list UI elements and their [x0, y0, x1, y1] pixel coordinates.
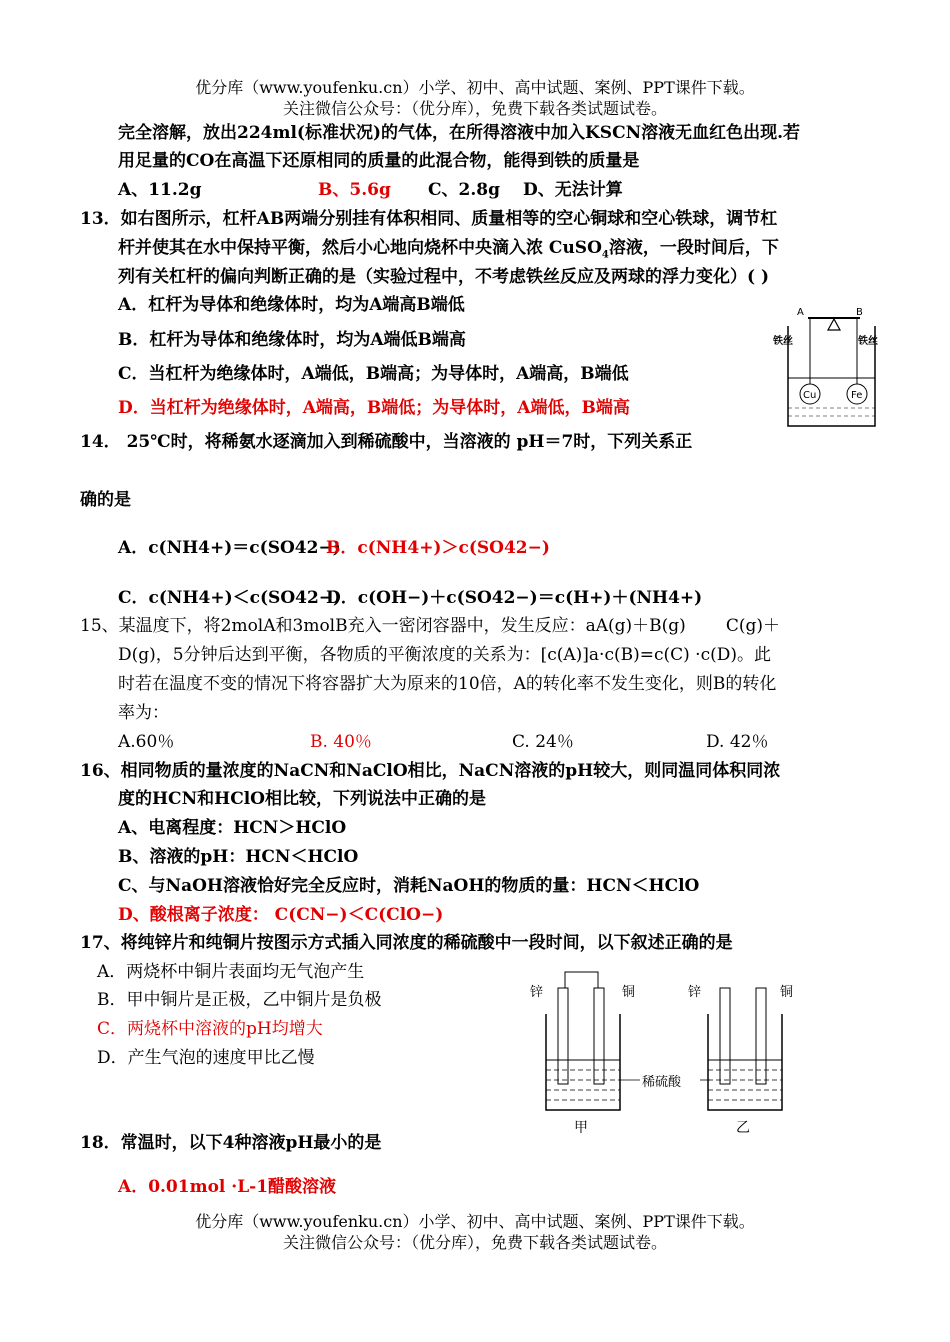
q13-line-2c: 溶液，一段时间后，下: [608, 238, 779, 258]
q12-option-d: D、无法计算: [523, 180, 623, 200]
q13-option-d: D．当杠杆为绝缘体时，A端高，B端低；为导体时，A端低，B端高: [118, 398, 630, 418]
q13-option-b: B．杠杆为导体和绝缘体时，均为A端低B端高: [118, 330, 466, 350]
wire-left-label: 铁丝: [773, 336, 793, 347]
q17-line-1: 17、将纯锌片和纯铜片按图示方式插入同浓度的稀硫酸中一段时间，以下叙述正确的是: [80, 933, 733, 953]
q13-line-2a: 杆并使其在水中保持平衡，然后小心地向烧杯中央滴入浓 CuSO: [118, 238, 602, 258]
footer-line-2: 关注微信公众号：（优分库），免费下载各类试题试卷。: [282, 1233, 667, 1252]
q17-option-c: C．两烧杯中溶液的pH均增大: [97, 1019, 323, 1039]
header-line-1: 优分库（www.youfenku.cn）小学、初中、高中试题、案例、PPT课件下载。: [195, 78, 755, 97]
q13-line-2: [118, 235, 779, 261]
q14-option-d: D．c(OH−)＋c(SO42−)＝c(H+)＋(NH4+): [326, 588, 703, 608]
q17-option-b: B．甲中铜片是正极，乙中铜片是负极: [97, 990, 382, 1010]
q15-line-1a: 15、某温度下，将2molA和3molB充入一密闭容器中，发生反应：aA(g)＋B(g): [80, 616, 686, 636]
beaker-2-label: 乙: [736, 1120, 750, 1136]
q16-option-c: C、与NaOH溶液恰好完全反应时，消耗NaOH的物质的量：HCN＜HClO: [118, 876, 700, 896]
copper-strip-1: [594, 988, 604, 1084]
q13-line-1: 13．如右图所示，杠杆AB两端分别挂有体积相同、质量相等的空心铜球和空心铁球，调节杠: [80, 209, 778, 229]
wire-right-label: 铁丝: [858, 336, 878, 347]
q14-options-ab: [118, 535, 550, 561]
q18-line-1: 18．常温时，以下4种溶液pH最小的是: [80, 1133, 382, 1153]
q15-option-a: A.60％: [118, 732, 175, 752]
q12-line-2: 用足量的CO在高温下还原相同的质量的此混合物，能得到铁的质量是: [118, 151, 640, 171]
q17-option-a: A．两烧杯中铜片表面均无气泡产生: [97, 962, 365, 982]
q12-options: [118, 177, 623, 203]
q16-option-d: D、酸根离子浓度： C(CN−)＜C(ClO−): [118, 905, 444, 925]
fulcrum: [828, 319, 840, 330]
copper-strip-2: [756, 988, 766, 1084]
q13-line-2b: 4: [601, 249, 609, 261]
copper-ball-label: Cu: [803, 390, 817, 401]
q12-option-a: A、11.2g: [118, 180, 202, 200]
zinc-strip-1: [558, 988, 568, 1084]
q13-line-3: 列有关杠杆的偏向判断正确的是（实验过程中，不考虑铁丝反应及两球的浮力变化）( ): [118, 267, 770, 287]
label-a: A: [797, 307, 804, 318]
iron-ball-label: Fe: [851, 390, 863, 401]
q18-option-a: A．0.01mol ·L-1醋酸溶液: [118, 1177, 337, 1197]
q14-options-cd: [118, 585, 702, 611]
q16-line-1: 16、相同物质的量浓度的NaCN和NaClO相比，NaCN溶液的pH较大，则同温同体积同浓: [80, 761, 781, 781]
q15-option-c: C. 24％: [512, 732, 574, 752]
q16-option-a: A、电离程度：HCN＞HClO: [118, 818, 347, 838]
label-b: B: [856, 307, 863, 318]
q16-line-2: 度的HCN和HClO相比较，下列说法中正确的是: [118, 789, 486, 809]
q15-options: [118, 729, 768, 755]
q15-line-1b: C(g)＋: [725, 616, 780, 636]
q14-option-c: C．c(NH4+)＜c(SO42−): [118, 588, 342, 608]
q12-option-b: B、5.6g: [318, 180, 391, 200]
q14-option-b: B．c(NH4+)＞c(SO42−): [326, 538, 550, 558]
zinc-label-1: 锌: [530, 985, 544, 1000]
zinc-label-2: 锌: [688, 985, 702, 1000]
lever-beaker-figure: [770, 298, 890, 436]
connecting-wire: [565, 972, 598, 988]
q15-line-4: 率为：: [118, 703, 169, 723]
beaker-1: [546, 1014, 620, 1110]
q15-line-3: 时若在温度不变的情况下将容器扩大为原来的10倍，A的转化率不发生变化，则B的转化: [118, 674, 777, 694]
beaker-2: [708, 1014, 782, 1110]
q15-option-d: D. 42％: [706, 732, 769, 752]
copper-label-1: 铜: [622, 985, 636, 1000]
acid-label: 稀硫酸: [642, 1075, 682, 1090]
header-line-2: 关注微信公众号：（优分库），免费下载各类试题试卷。: [282, 99, 667, 118]
q16-option-b: B、溶液的pH：HCN＜HClO: [118, 847, 359, 867]
q14-option-a: A．c(NH4+)＝c(SO42−): [118, 538, 341, 558]
q15-line-2: D(g)，5分钟后达到平衡，各物质的平衡浓度的关系为：[c(A)]a·c(B)=c(C) ·c(D)。此: [118, 645, 771, 665]
q17-option-d: D．产生气泡的速度甲比乙慢: [97, 1048, 315, 1068]
q13-option-c: C．当杠杆为绝缘体时，A端低，B端高；为导体时，A端高，B端低: [118, 364, 629, 384]
q14-line-1: 14． 25℃时，将稀氨水逐滴加入到稀硫酸中，当溶液的 pH＝7时，下列关系正: [80, 432, 693, 452]
q14-line-2: 确的是: [80, 490, 131, 510]
q13-option-a: A．杠杆为导体和绝缘体时，均为A端高B端低: [118, 295, 465, 315]
copper-label-2: 铜: [780, 985, 794, 1000]
zinc-strip-2: [720, 988, 730, 1084]
q12-option-c: C、2.8g: [428, 180, 500, 200]
q15-option-b: B. 40％: [310, 732, 372, 752]
beaker-1-label: 甲: [574, 1120, 588, 1136]
q12-line-1: 完全溶解，放出224ml(标准状况)的气体，在所得溶液中加入KSCN溶液无血红色出现.若: [118, 123, 801, 143]
footer-line-1: 优分库（www.youfenku.cn）小学、初中、高中试题、案例、PPT课件下载。: [195, 1212, 755, 1231]
q15-line-1: [80, 613, 780, 639]
beakers-figure: [528, 962, 818, 1138]
